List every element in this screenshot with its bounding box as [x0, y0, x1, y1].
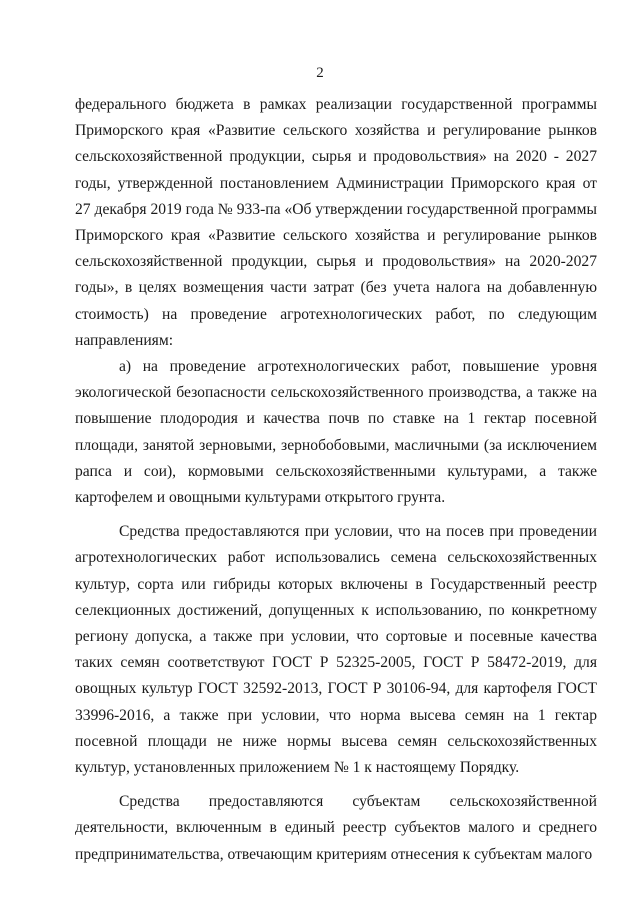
paragraph-recipients: Средства предоставляются субъектам сельскохозяйственной деятельности, включенным в единый реестр субъектов малого и среднего предпринимательства, отвечающим критериям отнесения к субъектам малого [75, 793, 597, 863]
paragraph-continuation: федерального бюджета в рамках реализации государственной программы Приморского края «Развитие сельского хозяйства и регулирование рынков сельскохозяйственной продукции, сырья и продовольствия» на 2020 - 2027 годы, утвержденной постановлением Администрации Приморского края от 27 декабря 2019 года № 933-па «Об утверждении государственной программы Приморского края «Развитие сельского хозяйства и регулирование рынков сельскохозяйственной продукции, сырья и продовольствия» на 2020-2027 годы», в целях возмещения части затрат (без учета налога на добавленную стоимость) на проведение агротехнологических работ, по следующим направлениям: [75, 96, 597, 349]
document-body [75, 92, 597, 868]
paragraph-seed-conditions: Средства предоставляются при условии, что на посев при проведении агротехнологических работ использовались семена сельскохозяйственных культур, сорта или гибриды которых включены в Государственный реестр селекционных достижений, допущенных к использованию, по конкретному региону допуска, а также при условии, что сортовые и посевные качества таких семян соответствуют ГОСТ Р 52325-2005, ГОСТ Р 58472-2019, для овощных культур ГОСТ 32592-2013, ГОСТ Р 30106-94, для картофеля ГОСТ 33996-2016, а также при условии, что норма высева семян на 1 гектар посевной площади не ниже нормы высева семян сельскохозяйственных культур, установленных приложением № 1 к настоящему Порядку. [75, 523, 597, 777]
page-number: 2 [316, 65, 324, 81]
paragraph-item-a: а) на проведение агротехнологических работ, повышение уровня экологической безопасности сельскохозяйственного производства, а также на повышение плодородия и качества почв по ставке на 1 гектар посевной площади, занятой зерновыми, зернобобовыми, масличными (за исключением рапса и сои), кормовыми сельскохозяйственными культурами, а также картофелем и овощными культурами открытого грунта. [75, 358, 597, 507]
